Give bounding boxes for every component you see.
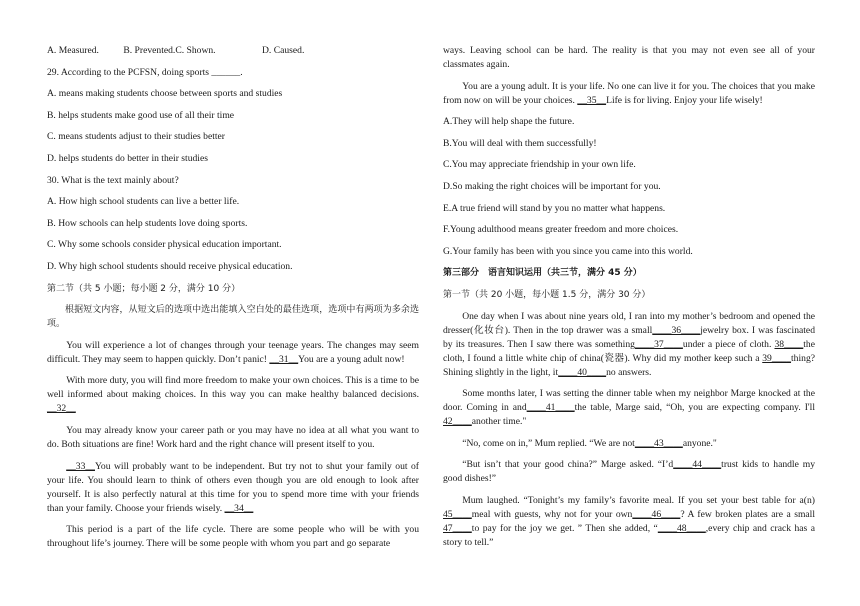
paragraph-text: the cloth, I found a little white chip of china(瓷器). Why did my mother keep such a (443, 338, 815, 364)
paragraph-text: trust kids to handle my good dishes!” (443, 459, 815, 485)
blank-47: 47____ (443, 522, 472, 534)
q30-option-c: C. Why some schools consider physical education important. (47, 239, 282, 251)
blank-35: __35__ (577, 94, 607, 106)
q30-stem: 30. What is the text mainly about? (47, 174, 179, 186)
option-g: G.Your family has been with you since you came into this world. (443, 245, 693, 257)
passage-paragraph-3: You may already know your career path or you may have no idea at all what you want to do. Both situations are fine! Work hard and the right chance will present itself to you. (47, 424, 419, 450)
paragraph-text: “But isn’t that your good china?” Marge asked. “I’d (462, 459, 674, 471)
q29-option-a: A. means making students choose between sports and studies (47, 88, 283, 100)
blank-46: ____46____ (632, 508, 681, 520)
passage-paragraph-6 (443, 80, 815, 108)
passage-paragraph-5: This period is a part of the life cycle. There are some people who will be with you throughout life’s journey. There will be some people with whom you part and go separate (47, 524, 419, 550)
q29-option-b: B. helps students make good use of all their time (47, 109, 235, 121)
blank-33: __33__ (66, 460, 95, 472)
blank-34: __34__ (224, 502, 254, 514)
option-f: F.Young adulthood means greater freedom and more choices. (443, 224, 679, 236)
section2-heading: 第二节（共 5 小题；每小题 2 分，满分 10 分） (47, 283, 241, 294)
paragraph-text: ,every chip and crack has a story to tell.” (443, 522, 815, 548)
passage-paragraph-5-continued: ways. Leaving school can be hard. The reality is that you may not even see all of your classmates again. (443, 45, 815, 70)
cloze-paragraph-1 (443, 310, 815, 380)
blank-41: ____41____ (526, 402, 575, 414)
paragraph-text: anyone." (682, 437, 717, 449)
cloze-paragraph-2 (443, 387, 815, 429)
option-c: C.You may appreciate friendship in your own life. (443, 159, 636, 171)
q29-option-d: D. helps students do better in their studies (47, 152, 208, 164)
passage-paragraph-4 (47, 460, 419, 516)
option-a: A.They will help shape the future. (443, 116, 575, 128)
paragraph-text: One day when I was about nine years old, I ran into my mother’s bedroom and opened the dresser(化妆台). Then in the top drawer was a small (443, 310, 815, 336)
q28-option-d: D. Caused. (261, 45, 305, 56)
paragraph-text: You will experience a lot of changes through your teenage years. The changes may seem difficult. They may seem to happen quickly. Don’t panic! (47, 339, 419, 365)
blank-32: __32__ (47, 403, 76, 415)
blank-38: 38____ (774, 338, 804, 350)
cloze-paragraph-5 (443, 494, 815, 550)
paragraph-text: You are a young adult now! (298, 353, 405, 365)
blank-37: ____37____ (634, 338, 683, 350)
paragraph-text: the table, Marge said, “Oh, you are expecting company. I'll (574, 402, 815, 414)
q30-option-b: B. How schools can help students love doing sports. (47, 217, 248, 229)
paragraph-text: You will probably want to be independent. But try not to shut your family out of your life. You should learn to think of others even though you are old enough to look after yourself. It is also perfectly natural at this time for you to spend more time with your friends than your family. Choose your friends wisely. (47, 460, 419, 514)
paragraph-text: jewelry box. I was fascinated by its treasures. Then I saw there was something (443, 324, 815, 350)
passage-paragraph-1 (47, 339, 419, 367)
section2-instruction: 根据短文内容，从短文后的选项中选出能填入空白处的最佳选项，选项中有两项为多余选项。 (47, 305, 419, 330)
right-column (443, 44, 815, 558)
q30-option-a: A. How high school students can live a better life. (47, 196, 240, 208)
cloze-paragraph-4 (443, 458, 815, 486)
q29-option-c: C. means students adjust to their studies better (47, 131, 225, 143)
option-d: D.So making the right choices will be important for you. (443, 180, 661, 192)
blank-42: 42____ (443, 416, 472, 428)
paragraph-text: ? A few broken plates are a small (680, 508, 815, 520)
paragraph-text: to pay for the joy we get. ” Then she added, “ (471, 522, 658, 534)
q28-option-a: A. Measured. (47, 45, 99, 56)
q28-options (47, 44, 419, 58)
blank-36: ____36____ (652, 324, 701, 336)
paragraph-text: meal with guests, why not for your own (471, 508, 633, 520)
paragraph-text: “No, come on in,” Mum replied. “We are not (462, 437, 635, 449)
paragraph-text: You are a young adult. It is your life. No one can live it for you. The choices that you make from now on will be your choices. (443, 80, 815, 106)
part3-subheading: 第一节（共 20 小题，每小题 1.5 分，满分 30 分） (443, 289, 651, 300)
paragraph-text: Life is for living. Enjoy your life wisely! (606, 94, 763, 106)
paragraph-text: With more duty, you will find more freedom to make your own choices. This is a time to be well informed about making choices. In this way you can make healthy balanced decisions. (47, 375, 419, 401)
q28-option-c: C. Shown. (175, 45, 216, 56)
paragraph-text: Some months later, I was setting the dinner table when my neighbor Marge knocked at the door. Coming in and (443, 388, 815, 414)
q30-option-d: D. Why high school students should receive physical education. (47, 260, 293, 272)
paragraph-text: Mum laughed. “Tonight’s my family’s favorite meal. If you set your best table for a(n) (462, 494, 815, 506)
option-e: E.A true friend will stand by you no matter what happens. (443, 202, 666, 214)
blank-31: __31__ (269, 353, 299, 365)
paragraph-text: under a piece of cloth. (682, 338, 775, 350)
blank-45: 45____ (443, 508, 472, 520)
option-b: B.You will deal with them successfully! (443, 137, 597, 149)
q28-option-b: B. Prevented. (123, 45, 176, 56)
passage-paragraph-2 (47, 374, 419, 416)
q29-stem: 29. According to the PCFSN, doing sports ______. (47, 66, 243, 78)
blank-44: ____44____ (673, 459, 722, 471)
paragraph-text: another time." (471, 416, 527, 428)
paragraph-text: thing? Shining slightly in the light, it (443, 352, 815, 378)
blank-48: ____48____ (657, 522, 706, 534)
blank-39: 39____ (762, 352, 792, 364)
blank-43: ____43____ (634, 437, 683, 449)
part3-heading: 第三部分 语言知识运用（共三节，满分 45 分） (443, 268, 642, 279)
blank-40: ____40____ (558, 366, 607, 378)
left-column (47, 44, 419, 559)
cloze-paragraph-3 (443, 437, 815, 451)
paragraph-text: no answers. (606, 366, 652, 378)
